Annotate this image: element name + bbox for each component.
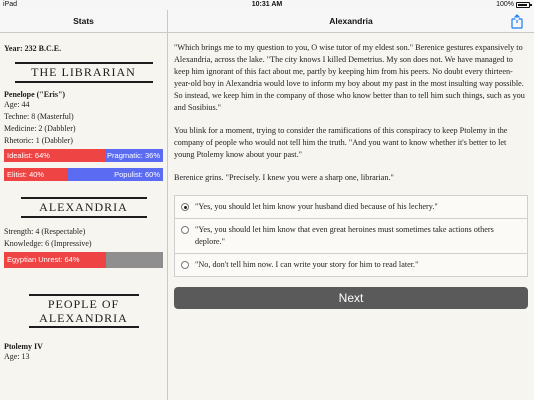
story-nav-bar [168,10,534,33]
unrest-label: Egyptian Unrest: 64% [7,255,80,264]
story-paragraph: You blink for a moment, trying to consider the ramifications of this conspiracy to keep Ptolemy in the company of people who would not tell him the truth. "And you want to know whether it's better to let young Ptolemy know about your past." [174,126,508,159]
person-name: Ptolemy IV [4,342,43,351]
choice-text: "Yes, you should let him know your husband died because of his lechery." [195,202,438,211]
radio-button[interactable] [181,203,189,211]
people-banner-line1: PEOPLE OF [47,297,120,311]
choice-text: "Yes, you should let him know that even great heroines must sometimes take actions others deplore." [195,225,494,246]
stats-title: Stats [73,16,94,26]
stats-nav-bar [0,10,167,33]
battery-percent: 100% [496,1,514,8]
people-banner [29,294,139,328]
people-banner-line2: ALEXANDRIA [39,311,128,325]
story-paragraph: Berenice grins. "Precisely. I knew you were a sharp one, librarian." [174,173,394,182]
stat-strength: Strength: 4 (Respectable) [4,227,86,236]
alexandria-banner [21,197,147,218]
stat-knowledge: Knowledge: 6 (Impressive) [4,239,92,248]
choice-text: "No, don't tell him now. I can write your story for him to read later." [195,260,419,269]
person-age: Age: 13 [4,352,30,361]
character-name: Penelope ("Eris") [4,90,66,99]
share-icon[interactable] [510,14,524,29]
idealist-label: Idealist: 64% [7,151,50,160]
status-bar [0,0,534,10]
clock: 10:31 AM [251,1,283,8]
alexandria-banner-text: ALEXANDRIA [39,200,128,214]
battery-icon [516,2,530,8]
year-label: Year: 232 B.C.E. [4,44,62,53]
egyptian-unrest-bar [4,252,163,268]
elitist-populist-bar [4,168,163,181]
librarian-banner-text: THE LIBRARIAN [31,65,136,79]
stat-techne: Techne: 8 (Masterful) [4,112,74,121]
story-paragraph: "Which brings me to my question to you, O wise tutor of my eldest son." Berenice gestures expansively to Alexandria, across the lake. "The city knows I killed Demetrius. My son does not. We have managed to keep him ignorant of this fact about me, partly by keeping him from his peers. No doubt every thirteen-year-old boy in Alexandria would love to inform my boy about my past in the most insulting way possible. So instead, we keep him in the company of those who know better than to tell him such things, such as you and Sosibius." [174,43,525,112]
stat-age: Age: 44 [4,100,30,109]
idealist-pragmatic-bar [4,149,163,162]
battery-status [496,1,530,8]
stat-rhetoric: Rhetoric: 1 (Dabbler) [4,136,73,145]
bar-rest [106,252,163,268]
choice-option[interactable] [175,196,527,219]
choice-option[interactable] [175,254,527,276]
librarian-banner [15,62,153,83]
story-pane[interactable] [174,42,528,309]
populist-label: Populist: 60% [114,170,160,179]
stats-pane[interactable] [0,34,167,400]
pragmatic-label: Pragmatic: 36% [107,151,160,160]
device-label: iPad [3,1,18,8]
stat-medicine: Medicine: 2 (Dabbler) [4,124,76,133]
choice-list [174,195,528,277]
elitist-label: Elitist: 40% [7,170,45,179]
radio-button[interactable] [181,261,189,269]
choice-option[interactable] [175,219,527,254]
radio-button[interactable] [181,226,189,234]
pane-divider [167,10,168,400]
story-title: Alexandria [329,16,373,26]
next-button[interactable]: Next [174,287,528,309]
